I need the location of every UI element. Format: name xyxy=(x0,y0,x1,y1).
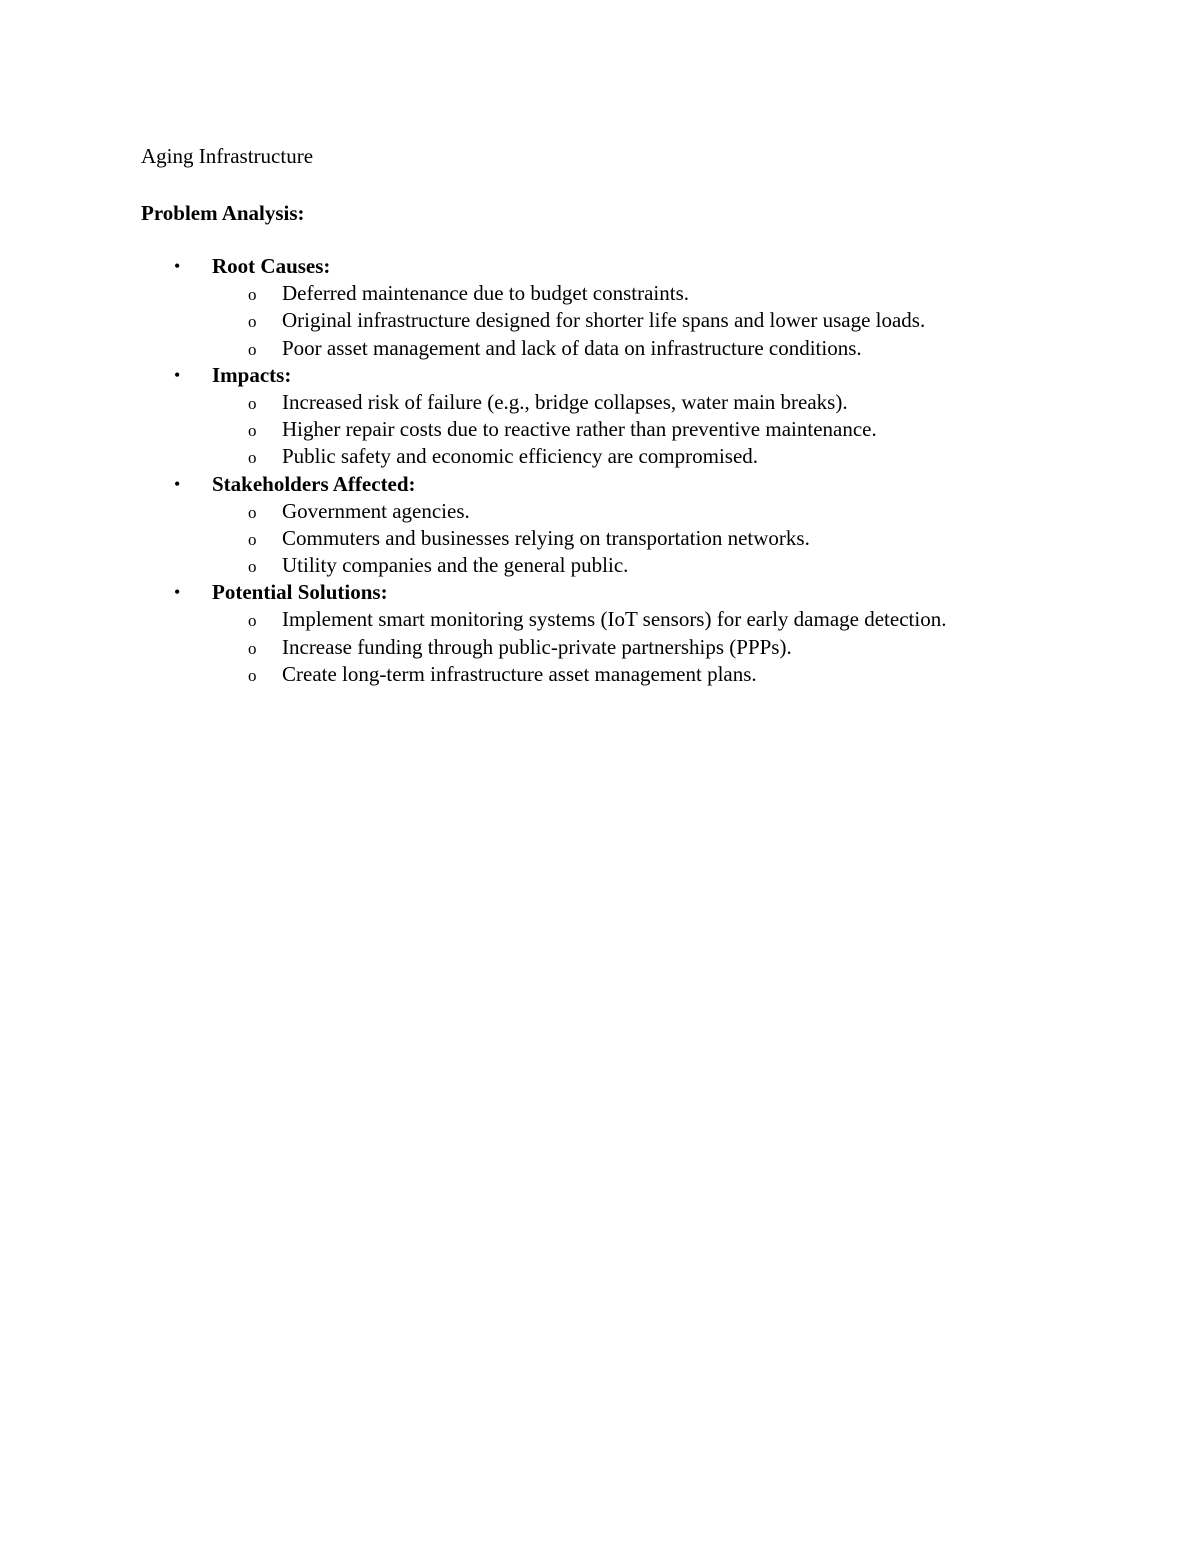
bullet-icon: • xyxy=(174,582,181,603)
list-item-text: Increased risk of failure (e.g., bridge collapses, water main breaks). xyxy=(282,389,848,414)
list-item-text: Original infrastructure designed for shorter life spans and lower usage loads. xyxy=(282,308,926,333)
sub-bullet-icon: o xyxy=(248,421,257,441)
list-item xyxy=(0,280,1200,307)
list-item xyxy=(0,335,1200,362)
section-item-root-causes xyxy=(0,253,1200,280)
section-item-potential-solutions xyxy=(0,579,1200,606)
list-item xyxy=(0,661,1200,688)
list-item xyxy=(0,307,1200,334)
sub-bullet-icon: o xyxy=(248,557,257,577)
sub-bullet-icon: o xyxy=(248,638,257,658)
bullet-icon: • xyxy=(174,364,181,385)
section-label: Root Causes: xyxy=(212,254,331,278)
problem-analysis-heading: Problem Analysis: xyxy=(141,201,305,225)
list-item-text: Public safety and economic efficiency are compromised. xyxy=(282,444,759,469)
sub-bullet-icon: o xyxy=(248,393,257,413)
section-label: Impacts: xyxy=(212,362,292,387)
bullet-icon: • xyxy=(174,473,181,494)
list-item-text: Utility companies and the general public. xyxy=(282,553,629,578)
list-item-text: Create long-term infrastructure asset management plans. xyxy=(282,661,757,686)
list-item-text: Government agencies. xyxy=(282,498,470,523)
section-label: Potential Solutions: xyxy=(212,580,388,605)
sub-bullet-icon: o xyxy=(248,529,257,549)
list-item xyxy=(0,443,1200,470)
sub-bullet-icon: o xyxy=(248,312,257,332)
list-item xyxy=(0,416,1200,443)
sub-bullet-icon: o xyxy=(248,665,257,685)
list-item xyxy=(0,498,1200,525)
list-item-text: Commuters and businesses relying on transportation networks. xyxy=(282,525,810,550)
list-item-text: Higher repair costs due to reactive rather than preventive maintenance. xyxy=(282,417,877,442)
sub-bullet-icon: o xyxy=(248,502,257,522)
section-item-stakeholders-affected xyxy=(0,471,1200,498)
problem-analysis-outline xyxy=(0,253,1200,688)
list-item-text: Increase funding through public-private partnerships (PPPs). xyxy=(282,634,792,659)
document-title: Aging Infrastructure xyxy=(141,144,314,168)
list-item-text: Implement smart monitoring systems (IoT sensors) for early damage detection. xyxy=(282,607,947,632)
list-item xyxy=(0,634,1200,661)
list-item xyxy=(0,389,1200,416)
sub-bullet-icon: o xyxy=(248,611,257,631)
section-item-impacts xyxy=(0,362,1200,389)
sub-bullet-icon: o xyxy=(248,285,257,305)
bullet-icon: • xyxy=(174,256,181,276)
list-item-text: Deferred maintenance due to budget constraints. xyxy=(282,281,690,306)
list-item-text: Poor asset management and lack of data on infrastructure conditions. xyxy=(282,335,862,360)
section-label: Stakeholders Affected: xyxy=(212,471,416,496)
list-item xyxy=(0,525,1200,552)
list-item xyxy=(0,552,1200,579)
list-item xyxy=(0,606,1200,633)
sub-bullet-icon: o xyxy=(248,339,257,359)
sub-bullet-icon: o xyxy=(248,448,257,468)
